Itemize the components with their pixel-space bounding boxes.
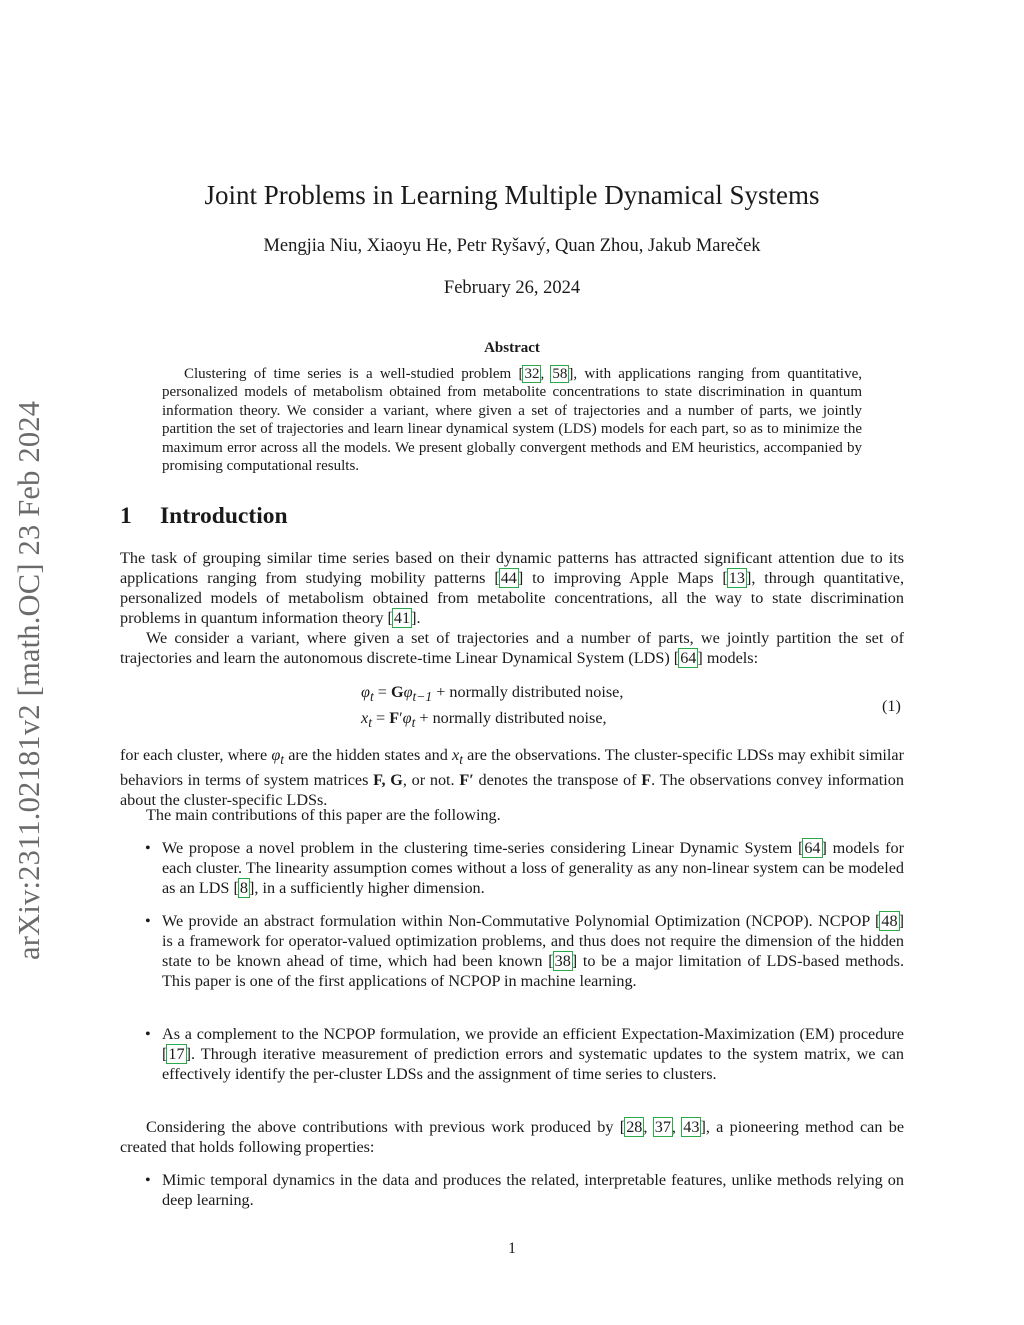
math-symbol: φ — [361, 683, 370, 701]
math-symbol: φ — [402, 709, 412, 727]
bullet-icon: • — [145, 839, 151, 857]
bullet-icon: • — [145, 912, 151, 930]
equation-text: + normally distributed noise, — [415, 709, 607, 727]
abstract-text-2: , with applications ranging from quantitative, personalized models of metabolism obtained from metabolite concentrations to state discrimination in quantum information theory. We consider a variant, where given a set of trajectories and a number of parts, we jointly partition the set of trajectories and learn linear dynamical system (LDS) models for each part, so as to minimize the maximum error across all the models. We present globally convergent methods and EM heuristics, accompanied by promising computational results. — [162, 366, 863, 475]
citation-link[interactable]: 17 — [168, 1045, 185, 1063]
equation-1 — [0, 683, 1024, 733]
intro-paragraph-2: We consider a variant, where given a set of trajectories and a number of parts, we jointly partition the set of trajectories and learn the autonomous discrete-time Linear Dynamical System (LDS) [64] models: — [120, 629, 904, 667]
citation-link[interactable]: 37 — [654, 1118, 671, 1136]
text-run: , in a sufficiently higher dimension. — [254, 879, 485, 897]
text-run: , through quantitative, personalized models of metabolism obtained from metabolite concentrations, all the way to state discrimination problems in quantum information theory — [120, 569, 904, 627]
citation-link[interactable]: 58 — [552, 366, 568, 382]
considering-paragraph: Considering the above contributions with previous work produced by [28, 37, 43], a pioneering method can be created that holds following properties: — [120, 1118, 905, 1156]
math-symbol: x — [361, 709, 369, 727]
text-run: to be a major limitation of LDS-based methods. This paper is one of the first applications of NCPOP in machine learning. — [162, 952, 904, 990]
bullet-icon: • — [145, 1025, 151, 1043]
text-run: is a framework for operator-valued optimization problems, and thus does not require the dimension of the hidden state to be known ahead of time, which had been known — [162, 932, 904, 970]
text-run: are the observations. The cluster-specific LDSs may exhibit similar behaviors in terms of system matrices — [120, 746, 905, 790]
citation-link[interactable]: 64 — [680, 649, 697, 667]
citation-link[interactable]: 13 — [728, 569, 745, 587]
citation-link[interactable]: 44 — [500, 569, 517, 587]
text-run: denotes the transpose of — [473, 771, 642, 790]
math-subscript: t — [368, 715, 372, 731]
math-prime: ′ — [399, 709, 403, 727]
equation-line-2 — [361, 709, 607, 731]
citation-separator: , — [671, 1118, 683, 1136]
post-equation-paragraph — [120, 745, 904, 810]
citation-link[interactable]: 32 — [524, 366, 540, 382]
publication-date: February 26, 2024 — [443, 278, 581, 298]
text-run: Considering the above contributions with previous work produced by — [146, 1118, 620, 1136]
text-run: models for each cluster. The linearity assumption comes without a loss of generality as any non-linear system can be modeled as an LDS — [162, 839, 904, 897]
page-number: 1 — [508, 1240, 516, 1257]
text-run: are the hidden states and — [284, 746, 453, 764]
equation-text: + normally distributed noise, — [432, 683, 624, 701]
paper-title: Joint Problems in Learning Multiple Dynamical Systems — [204, 180, 820, 210]
citation-link[interactable]: 28 — [626, 1118, 643, 1136]
text-run: . — [416, 609, 421, 627]
list-item: • We provide an abstract formulation within Non-Commutative Polynomial Optimization (NCPOP). NCPOP [48] is a framework for operator-valued optimization problems, and thus does not require the dimension of the hidden state to be known ahead of time, which had been known [38] to be a major limitation of LDS-based methods. This paper is one of the first applications of NCPOP in machine learning. — [145, 912, 904, 990]
citation-link[interactable]: 43 — [683, 1118, 700, 1136]
text-run: models: — [702, 649, 759, 667]
text-run: We provide an abstract formulation within Non-Commutative Polynomial Optimization (NCPOP). NCPOP — [162, 912, 876, 930]
text-run: , or not. — [402, 771, 460, 790]
text-run: We consider a variant, where given a set of trajectories and a number of parts, we jointly partition the set of trajectories and learn the autonomous discrete-time Linear Dynamical System (LDS) — [120, 629, 904, 667]
text-run: , a pioneering method can be created that holds following properties: — [120, 1118, 905, 1156]
math-symbol: x — [452, 746, 460, 764]
contributions-list — [120, 911, 904, 991]
intro-paragraph-1: The task of grouping similar time series based on their dynamic patterns has attracted significant attention due to its applications ranging from studying mobility patterns [44] to improving Apple Maps [13], through quantitative, personalized models of metabolism obtained from metabolite concentrations, all the way to state discrimination problems in quantum information theory [41]. — [120, 549, 904, 627]
text-run: Mimic temporal dynamics in the data and produces the related, interpretable features, unlike methods relying on deep learning. — [162, 1171, 904, 1209]
math-matrix: F, G — [373, 771, 403, 790]
citation-link[interactable]: 41 — [393, 609, 411, 627]
contributions-intro: The main contributions of this paper are the following. — [146, 806, 501, 824]
section-heading-introduction — [120, 503, 288, 530]
citation-separator: , — [540, 366, 552, 382]
math-matrix: F — [641, 771, 652, 790]
text-run: to improving Apple Maps — [523, 569, 723, 587]
text-run: . The observations convey information about the cluster-specific LDSs. — [120, 771, 904, 810]
text-run: for each cluster, where — [120, 746, 272, 764]
math-subscript: t — [411, 715, 416, 731]
equation-line-1 — [361, 683, 623, 705]
math-operator: = — [371, 709, 390, 727]
arxiv-identifier-stamp[interactable]: arXiv:2311.02181v2 [math.OC] 23 Feb 2024 — [12, 400, 46, 960]
list-item — [120, 1170, 904, 1210]
list-item: • We propose a novel problem in the clustering time-series considering Linear Dynamic System [64] models for each cluster. The linearity assumption comes without a loss of generality as any non-linear system can be modeled as an LDS [8], in a sufficiently higher dimension. — [145, 839, 904, 897]
abstract-body: Clustering of time series is a well-studied problem [32, 58], with applications ranging from quantitative, personalized models of metabolism obtained from metabolite concentrations to state discrimination in quantum information theory. We consider a variant, where given a set of trajectories and a number of parts, we jointly partition the set of trajectories and learn linear dynamical system (LDS) models for each part, so as to minimize the maximum error across all the models. We present globally convergent methods and EM heuristics, accompanied by promising computational results. — [162, 366, 863, 475]
abstract-text-1: Clustering of time series is a well-studied problem — [184, 366, 519, 382]
list-item: • As a complement to the NCPOP formulation, we provide an efficient Expectation-Maximization (EM) procedure [17]. Through iterative measurement of prediction errors and systematic updates to the system matrix, we can effectively identify the per-cluster LDSs and the assignment of time series to clusters. — [145, 1025, 904, 1083]
math-subscript: t — [459, 752, 463, 768]
text-run: As a complement to the NCPOP formulation, we provide an efficient Expectation-Maximization (EM) procedure — [162, 1025, 904, 1043]
citation-link[interactable]: 48 — [881, 912, 898, 930]
section-title: Introduction — [160, 503, 288, 529]
math-subscript: t — [280, 752, 285, 768]
math-operator: = — [373, 683, 391, 701]
properties-list — [120, 1170, 904, 1210]
math-symbol: φ — [271, 746, 281, 764]
abstract-heading: Abstract — [484, 340, 540, 356]
text-run: The task of grouping similar time series based on their dynamic patterns has attracted significant attention due to its applications ranging from studying mobility patterns — [120, 549, 904, 587]
citation-link[interactable]: 8 — [239, 879, 248, 897]
math-symbol: φ — [403, 683, 413, 701]
citation-link[interactable]: 38 — [554, 952, 571, 970]
math-subscript: t — [369, 689, 374, 705]
equation-number: (1) — [882, 697, 901, 715]
contributions-list — [120, 838, 904, 898]
citation-link[interactable]: 64 — [804, 839, 821, 857]
bullet-icon: • — [145, 1171, 151, 1189]
contributions-list — [120, 1024, 904, 1084]
text-run: . Through iterative measurement of prediction errors and systematic updates to the system matrix, we can effectively identify the per-cluster LDSs and the assignment of time series to clusters. — [162, 1045, 904, 1083]
citation-separator: , — [643, 1118, 654, 1136]
author-list: Mengjia Niu, Xiaoyu He, Petr Ryšavý, Quan Zhou, Jakub Mareček — [263, 236, 761, 256]
math-matrix: F′ — [459, 771, 474, 790]
text-run: We propose a novel problem in the clustering time-series considering Linear Dynamic System — [162, 839, 798, 857]
math-matrix: F — [389, 709, 400, 727]
math-subscript: t−1 — [412, 689, 433, 705]
math-matrix: G — [390, 683, 404, 701]
section-number: 1 — [120, 503, 132, 529]
